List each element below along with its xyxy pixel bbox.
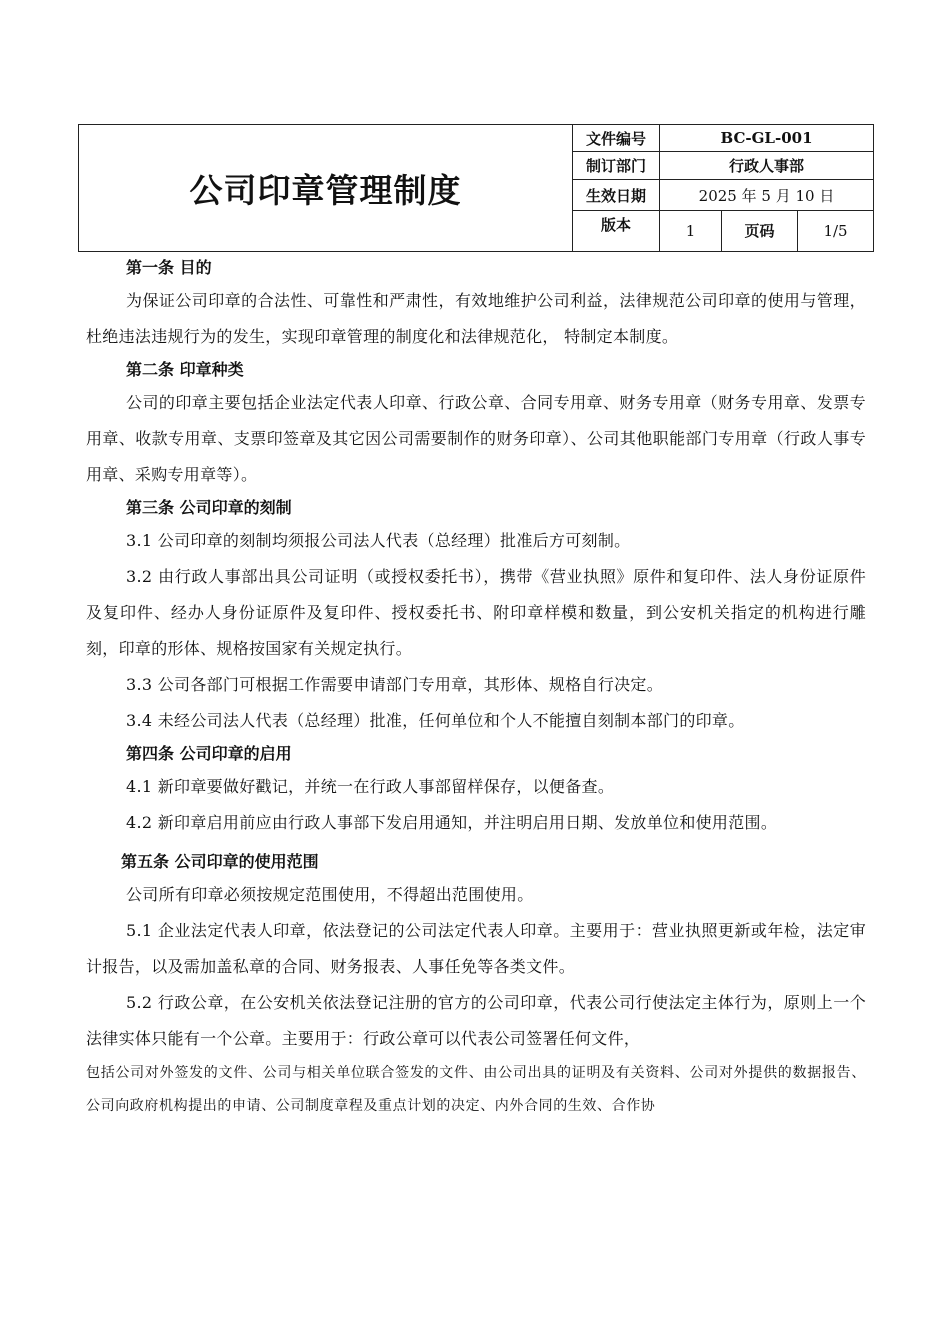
doc-number-label: 文件编号 — [573, 125, 660, 152]
version-label: 版本 — [573, 210, 660, 251]
section-5-item-1: 5.1 企业法定代表人印章，依法登记的公司法定代表人印章。主要用于：营业执照更新或年检，法定审计报告，以及需加盖私章的合同、财务报表、人事任免等各类文件。 — [86, 921, 866, 976]
document-title: 公司印章管理制度 — [79, 125, 573, 252]
effective-date-label: 生效日期 — [573, 180, 660, 210]
section-3-item-4: 3.4 未经公司法人代表（总经理）批准，任何单位和个人不能擅自刻制本部门的印章。 — [126, 711, 745, 730]
version-value: 1 — [660, 210, 722, 251]
dept-label: 制订部门 — [573, 152, 660, 180]
page-label: 页码 — [722, 210, 798, 251]
section-2-paragraph: 公司的印章主要包括企业法定代表人印章、行政公章、合同专用章、财务专用章（财务专用章、发票专用章、收款专用章、支票印签章及其它因公司需要制作的财务印章）、公司其他职能部门专用章（行政人事专用章、采购专用章等）。 — [86, 393, 866, 484]
section-5-title: 第五条 公司印章的使用范围 — [121, 852, 319, 871]
section-4-title: 第四条 公司印章的启用 — [126, 744, 292, 763]
section-5-item-2: 5.2 行政公章，在公安机关依法登记注册的官方的公司印章，代表公司行使法定主体行为，原则上一个法律实体只能有一个公章。主要用于：行政公章可以代表公司签署任何文件， — [86, 993, 866, 1048]
section-3-item-2: 3.2 由行政人事部出具公司证明（或授权委托书），携带《营业执照》原件和复印件、法人身份证原件及复印件、经办人身份证原件及复印件、授权委托书、附印章样模和数量，到公安机关指定的机构进行雕刻，印章的形体、规格按国家有关规定执行。 — [86, 567, 866, 658]
section-4-item-2: 4.2 新印章启用前应由行政人事部下发启用通知，并注明启用日期、发放单位和使用范围。 — [126, 813, 778, 832]
effective-date-value: 2025 年 5 月 10 日 — [660, 180, 874, 210]
section-5-intro: 公司所有印章必须按规定范围使用，不得超出范围使用。 — [126, 885, 534, 904]
page-value: 1/5 — [798, 210, 874, 251]
section-1-paragraph: 为保证公司印章的合法性、可靠性和严肃性，有效地维护公司利益，法律规范公司印章的使用与管理，杜绝违法违规行为的发生，实现印章管理的制度化和法律规范化， 特制定本制度。 — [86, 291, 866, 346]
document-header-table — [78, 124, 874, 252]
section-2-title: 第二条 印章种类 — [126, 360, 244, 379]
section-3-item-1: 3.1 公司印章的刻制均须报公司法人代表（总经理）批准后方可刻制。 — [126, 531, 631, 550]
dept-value: 行政人事部 — [660, 152, 874, 180]
section-3-title: 第三条 公司印章的刻制 — [126, 498, 292, 517]
doc-number-value: BC-GL-001 — [660, 125, 874, 152]
section-5-item-2-continued: 包括公司对外签发的文件、公司与相关单位联合签发的文件、由公司出具的证明及有关资料、公司对外提供的数据报告、公司向政府机构提出的申请、公司制度章程及重点计划的决定、内外合同的生效、合作协 — [86, 1065, 866, 1114]
document-body — [86, 253, 866, 1123]
section-1-title: 第一条 目的 — [126, 258, 212, 277]
section-4-item-1: 4.1 新印章要做好戳记，并统一在行政人事部留样保存，以便备查。 — [126, 777, 615, 796]
section-3-item-3: 3.3 公司各部门可根据工作需要申请部门专用章，其形体、规格自行决定。 — [126, 675, 664, 694]
